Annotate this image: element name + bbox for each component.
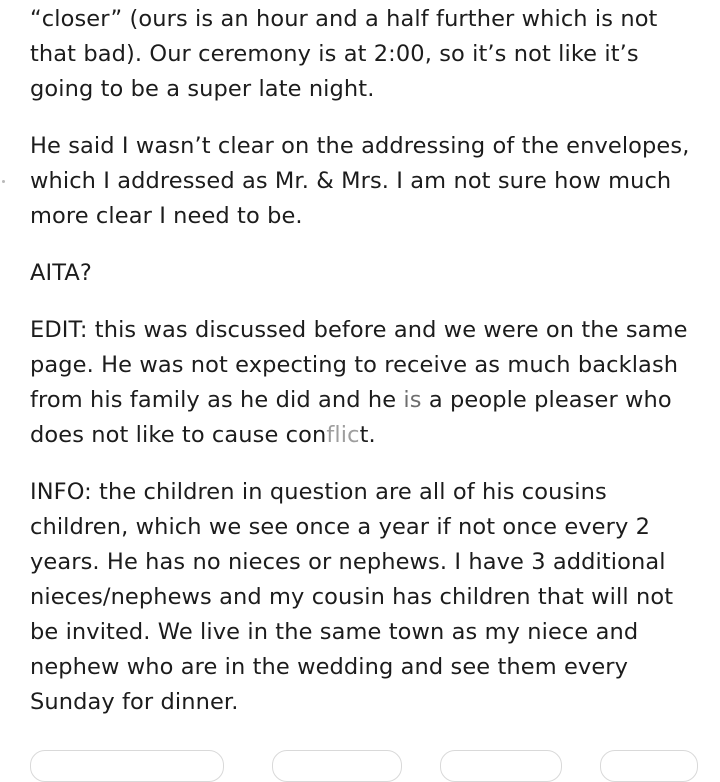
edit-note-tail: t.	[359, 422, 376, 448]
paragraph-info-children: INFO: the children in question are all of his cousins children, which we see once a year if not once every 2 years. He has no nieces or nephews. I have 3 additional nieces/nephews and my cousin has children that will not be invited. We live in the same town as my niece and nephew who are in the wedding and see them every Sunday for dinner.	[30, 479, 681, 715]
post-body	[30, 0, 697, 720]
paragraph-envelope-addressing: He said I wasn’t clear on the addressing of the envelopes, which I addressed as Mr. & Mrs. I am not sure how much more clear I need to be.	[30, 133, 697, 229]
edit-note-lead: EDIT: this was discussed before and we were on the same page. He was not expecting to receive as much backlash from his family as he did and he	[30, 317, 695, 413]
cropped-button-2[interactable]	[272, 750, 402, 782]
scan-artifact-dot	[2, 180, 5, 183]
edit-note-faded-word-flic: flic	[326, 422, 360, 448]
edit-note-middle: a people pleaser who does not like to cause con	[30, 387, 680, 448]
cropped-button-1[interactable]	[30, 750, 224, 782]
paragraph-aita-question: AITA?	[30, 260, 92, 286]
cropped-bottom-toolbar	[0, 750, 720, 764]
paragraph-ceremony-timing: “closer” (ours is an hour and a half further which is not that bad). Our ceremony is at 2:00, so it’s not like it’s going to be a super late night.	[30, 6, 665, 102]
cropped-button-3[interactable]	[440, 750, 562, 782]
cropped-button-4[interactable]	[600, 750, 698, 782]
paragraph-edit-note	[30, 313, 695, 453]
edit-note-faded-word-is: is	[403, 387, 422, 413]
